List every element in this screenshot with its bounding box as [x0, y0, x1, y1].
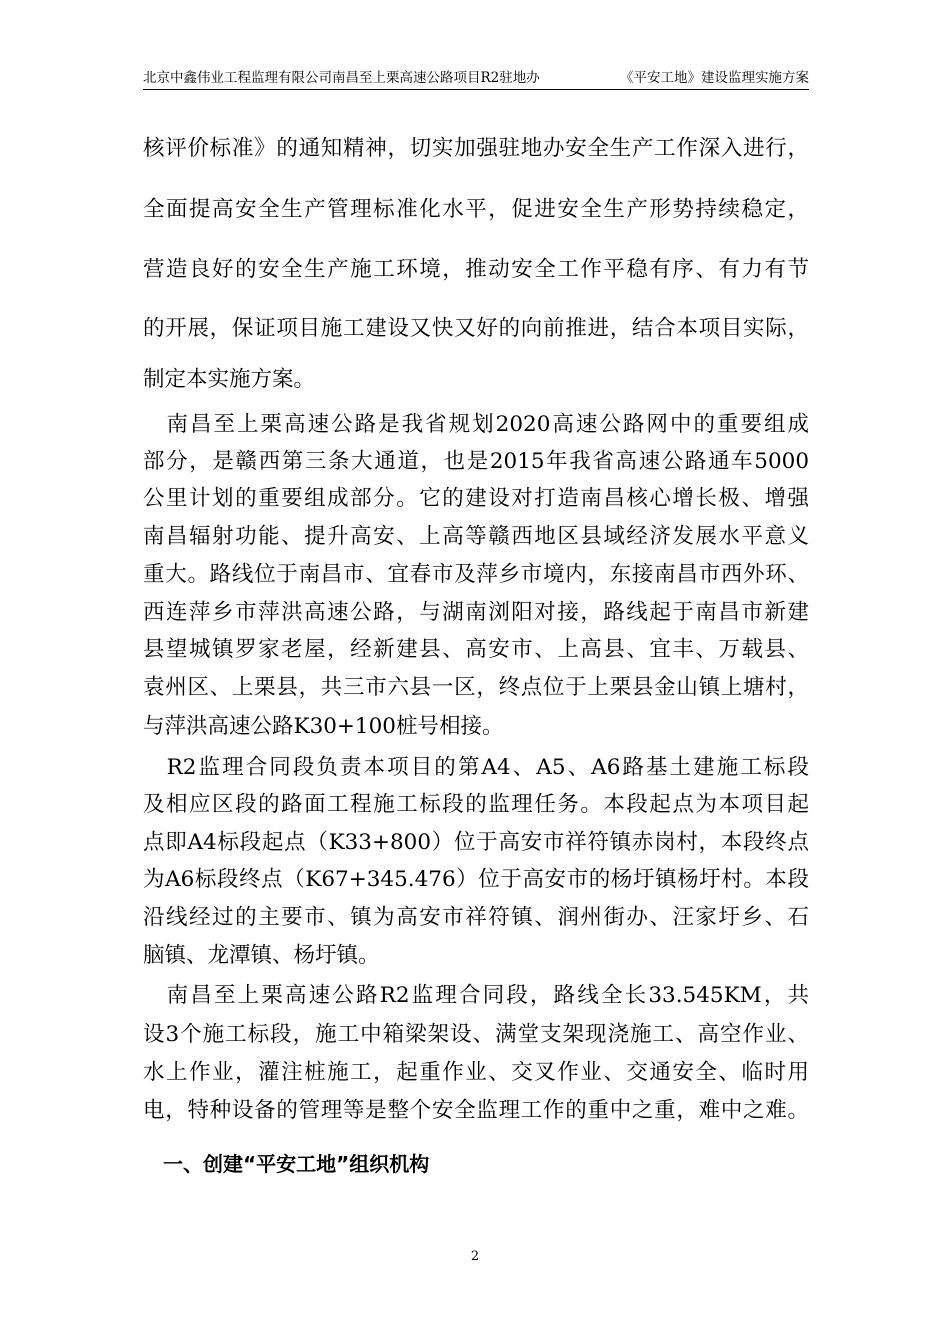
text-line: 电，特种设备的管理等是整个安全监理工作的重中之重，难中之难。	[143, 1098, 809, 1123]
text-line: 全面提高安全生产管理标准化水平，促进安全生产形势持续稳定，	[143, 197, 809, 222]
text-line: 为A6标段终点（K67+345.476）位于高安市的杨圩镇杨圩村。本段	[143, 867, 809, 892]
text-line: 与萍洪高速公路K30+100桩号相接。	[143, 714, 504, 739]
text-line: 重大。路线位于南昌市、宜春市及萍乡市境内，东接南昌市西外环、	[143, 562, 809, 587]
text-line: 的开展，保证项目施工建设又快又好的向前推进，结合本项目实际，	[143, 316, 809, 341]
text-line: 脑镇、龙潭镇、杨圩镇。	[143, 943, 380, 968]
text-line: 南昌辐射功能、提升高安、上高等赣西地区县域经济发展水平意义	[143, 524, 809, 549]
text-line: 及相应区段的路面工程施工标段的监理任务。本段起点为本项目起	[143, 792, 809, 817]
text-line: 沿线经过的主要市、镇为高安市祥符镇、润州街办、汪家圩乡、石	[143, 905, 809, 930]
text-line: R2监理合同段负责本项目的第A4、A5、A6路基土建施工标段	[143, 755, 809, 780]
page-header	[143, 69, 809, 90]
text-line: 公里计划的重要组成部分。它的建设对打造南昌核心增长极、增强	[143, 486, 809, 511]
text-line: 袁州区、上栗县，共三市六县一区，终点位于上栗县金山镇上塘村，	[143, 675, 809, 700]
text-line: 营造良好的安全生产施工环境，推动安全工作平稳有序、有力有节	[143, 257, 809, 282]
text-line: 南昌至上栗高速公路是我省规划2020高速公路网中的重要组成	[143, 412, 809, 437]
text-line: 南昌至上栗高速公路R2监理合同段，路线全长33.545KM，共	[143, 983, 809, 1008]
page-number: 2	[470, 1249, 480, 1264]
header-organization: 北京中鑫伟业工程监理有限公司南昌至上栗高速公路项目R2驻地办	[143, 70, 540, 86]
text-line: 点即A4标段起点（K33+800）位于高安市祥符镇赤岗村，本段终点	[143, 830, 809, 855]
text-line: 设3个施工标段，施工中箱梁架设、满堂支架现浇施工、高空作业、	[143, 1022, 809, 1047]
text-line: 部分，是赣西第三条大通道，也是2015年我省高速公路通车5000	[143, 449, 809, 474]
text-line: 核评价标准》的通知精神，切实加强驻地办安全生产工作深入进行，	[143, 136, 809, 161]
text-line: 水上作业，灌注桩施工，起重作业、交叉作业、交通安全、临时用	[143, 1060, 809, 1085]
text-line: 县望城镇罗家老屋，经新建县、高安市、上高县、宜丰、万载县、	[143, 637, 809, 662]
text-line: 制定本实施方案。	[143, 367, 316, 392]
text-line: 西连萍乡市萍洪高速公路，与湖南浏阳对接，路线起于南昌市新建	[143, 600, 809, 625]
header-document-title: 《平安工地》建设监理实施方案	[620, 70, 809, 86]
section-heading: 一、创建“平安工地”组织机构	[143, 1152, 430, 1176]
